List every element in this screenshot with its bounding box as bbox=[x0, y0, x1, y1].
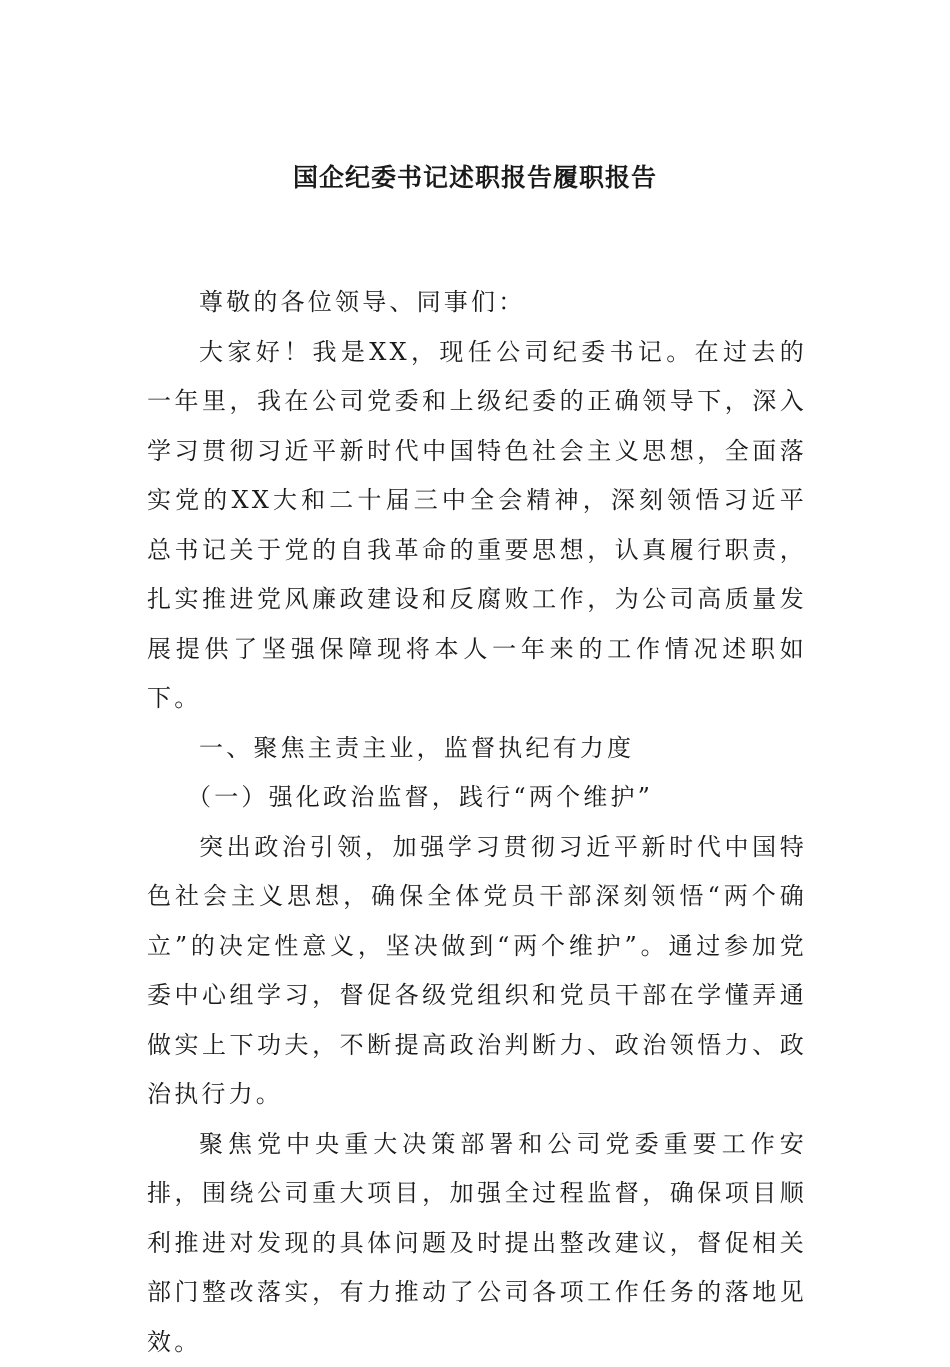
document-title: 国企纪委书记述职报告履职报告 bbox=[0, 158, 950, 198]
body-paragraph: 突出政治引领，加强学习贯彻习近平新时代中国特色社会主义思想，确保全体党员干部深刻领悟“两个确立”的决定性意义，坚决做到“两个维护”。通过参加党委中心组学习，督促各级党组织和党员干部在学懂弄通做实上下功夫，不断提高政治判断力、政治领悟力、政治执行力。 bbox=[147, 823, 807, 1120]
salutation: 尊敬的各位领导、同事们： bbox=[147, 278, 807, 328]
section-heading: 一、聚焦主责主业，监督执纪有力度 bbox=[147, 724, 807, 774]
opening-paragraph: 大家好！我是XX，现任公司纪委书记。在过去的一年里，我在公司党委和上级纪委的正确领导下，深入学习贯彻习近平新时代中国特色社会主义思想，全面落实党的XX大和二十届三中全会精神，深刻领悟习近平总书记关于党的自我革命的重要思想，认真履行职责，扎实推进党风廉政建设和反腐败工作，为公司高质量发展提供了坚强保障现将本人一年来的工作情况述职如下。 bbox=[147, 328, 807, 724]
body-paragraph: 聚焦党中央重大决策部署和公司党委重要工作安排，围绕公司重大项目，加强全过程监督，确保项目顺利推进对发现的具体问题及时提出整改建议，督促相关部门整改落实，有力推动了公司各项工作任务的落地见效。 bbox=[147, 1120, 807, 1367]
document-body bbox=[147, 278, 807, 1367]
sub-section-heading: （一）强化政治监督，践行“两个维护” bbox=[147, 773, 807, 823]
